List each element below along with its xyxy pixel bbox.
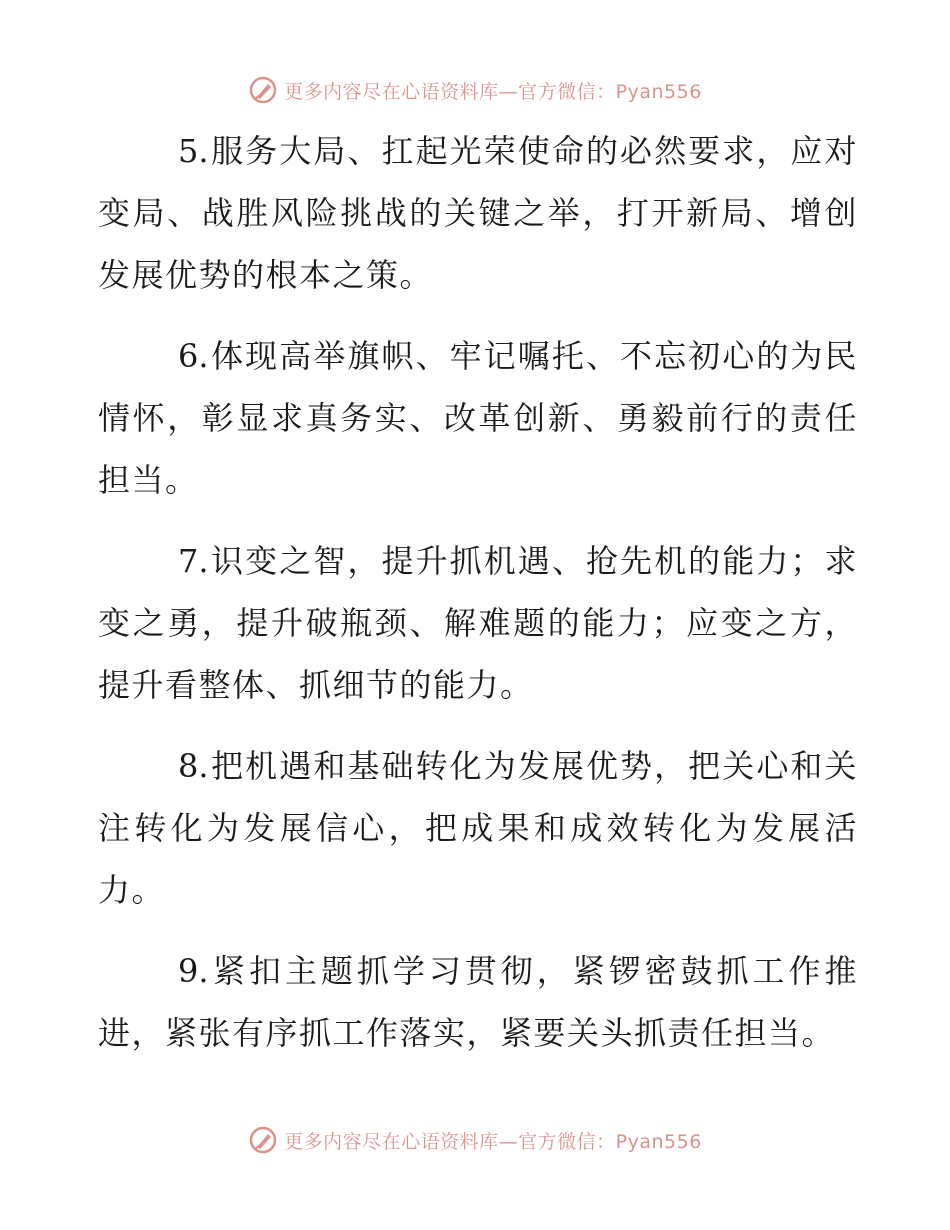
item-number: 5.: [178, 132, 209, 170]
watermark-text: 更多内容尽在心语资料库—官方微信：Pyan556: [284, 80, 702, 103]
list-item: [98, 735, 858, 921]
item-text: 紧扣主题抓学习贯彻，紧锣密鼓抓工作推进，紧张有序抓工作落实，紧要关头抓责任担当。: [98, 952, 858, 1052]
item-text: 服务大局、扛起光荣使命的必然要求，应对变局、战胜风险挑战的关键之举，打开新局、增创发展优势的根本之策。: [98, 132, 858, 294]
item-number: 8.: [178, 747, 209, 785]
item-text: 体现高举旗帜、牢记嘱托、不忘初心的为民情怀，彰显求真务实、改革创新、勇毅前行的责任担当。: [98, 337, 858, 499]
footer-watermark: [0, 1120, 950, 1160]
list-item: [98, 325, 858, 511]
item-text: 识变之智，提升抓机遇、抢先机的能力；求变之勇，提升破瓶颈、解难题的能力；应变之方，提升看整体、抓细节的能力。: [98, 542, 858, 704]
quill-pen-logo-icon: [248, 75, 278, 105]
list-item: [98, 940, 858, 1064]
list-item: [98, 120, 858, 306]
list-item: [98, 530, 858, 716]
item-number: 6.: [178, 337, 209, 375]
item-text: 把机遇和基础转化为发展优势，把关心和关注转化为发展信心，把成果和成效转化为发展活力。: [98, 747, 858, 909]
watermark-text: 更多内容尽在心语资料库—官方微信：Pyan556: [284, 1130, 702, 1153]
quill-pen-logo-icon: [248, 1125, 278, 1155]
item-number: 7.: [178, 542, 209, 580]
document-body: [98, 120, 858, 1083]
item-number: 9.: [178, 952, 209, 990]
header-watermark: [0, 70, 950, 110]
